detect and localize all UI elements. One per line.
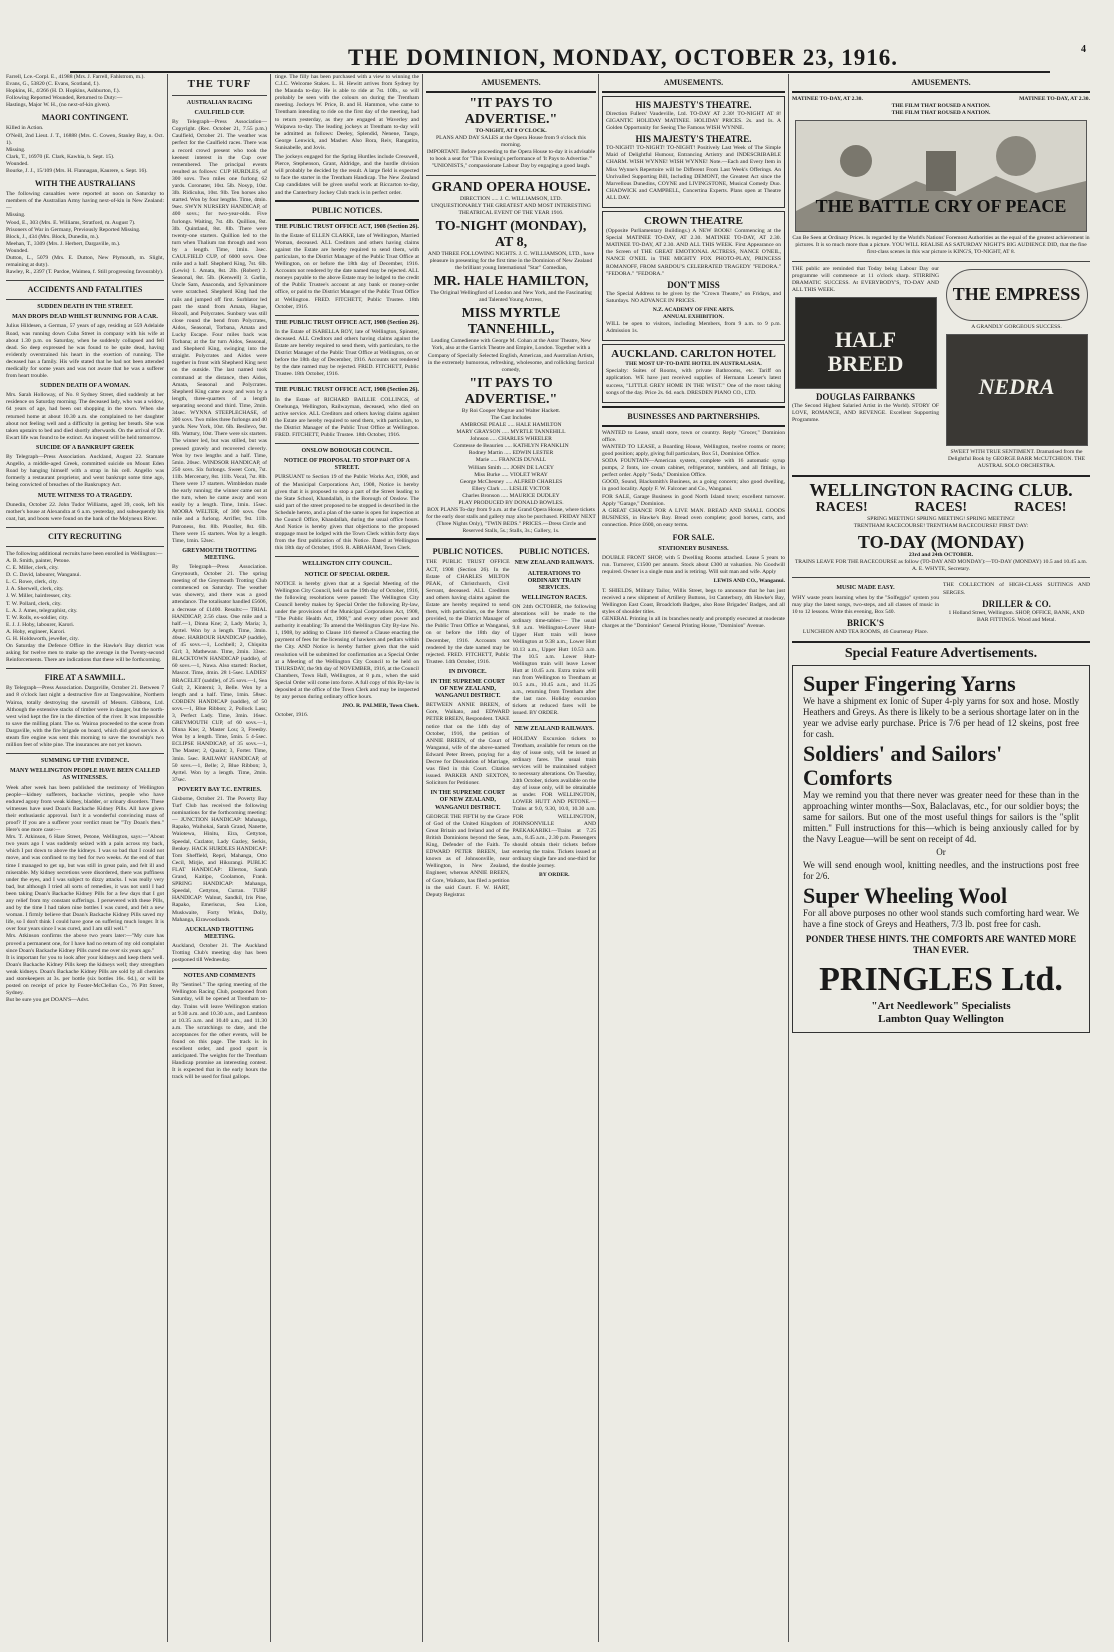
ad-text: (Opposite Parliamentary Buildings.) A NEW BOOK! Commencing at the Special MATINEE TO-DAY, AT 2.30. MATINEE TO-DAY, AT 2.30. MATINEE TO-DAY, AT 2.30. AND ALL THIS WEEK. First Appearance on the Screen of THE GREAT EMOTIONAL ACTRESS, NANCE O'NEIL, NANCE O'NEIL in THE MIGHTY FOX PHOTO-PLAY, PRINCESS ROMANOFF, FROM SARDOU'S CELEBRATED TRAGEDY "FEDORA." "FEDORA." "FEDORA." bbox=[606, 228, 781, 277]
article-text: By "Sentinel." The spring meeting of the Wellington Racing Club, postponed from Saturday, will be opened at Trentham to-day. Trains will leave Wellington station at 9.30 a.m. and 10.30 a.m., and Lambton at 10.35 a.m. and 10.40 a.m., and 11.30 a.m. The scratchings to date, and the acceptances for the other events, will be found on this page. The track is in excellent order, and good sport is anticipated. The weights for the Trentham Handicap promise an interesting contest. It is expected that in the early hours the track will be used for final gallops. bbox=[172, 982, 267, 1081]
races-2: RACES! bbox=[914, 499, 968, 515]
article-text: Mrs. Sarah Holloway, of No. 8 Sydney Street, died suddenly at her residence on Saturday morning. The deceased lady, who was a widow, 64 years of age, had been out shopping in the town. When she returned home at about 10.30 a.m. she complained to her daughter about not feeling well and a difficulty in getting her breath. She was taken upstairs to bed and died shortly afterwards. On the arrival of Dr. Ewart life was found to be extinct. An inquest will be held tomorrow. bbox=[6, 392, 164, 441]
races-1: RACES! bbox=[815, 499, 868, 515]
notice-text: HOLIDAY Excursion tickets to Trentham, available for return on the day of issue only, will be issued at ordinary fares. The usual train services will be maintained subject to necessary alterations. On Tuesday, 24th October, tickets available on the day of issue only, will be obtainable as under. FOR WELLINGTON, LOWER HUTT AND PETONE.—Trains at 9.0, 9.30, 10.0, 10.30 a.m. FOR WELLINGTON, JOHNSONVILLE AND PAEKAKARIKI.—Trains at 7.25 a.m., 8.45 a.m., 2.30 p.m. Passengers should obtain their tickets before entering the trains. Tickets issued at ordinary single fare and one-third for the double journey. bbox=[512, 735, 596, 870]
ad-text: Direction Fullers' Vaudeville, Ltd. TO-DAY AT 2.30! TO-NIGHT AT 8! GIGANTIC HOLIDAY MATINEE. HOLIDAY PRICES. 2s. and 1s. A Golden Opportunity for Seeing The Famous WISH WYNNE. bbox=[606, 111, 781, 132]
greymouth-heading: GREYMOUTH TROTTING MEETING. bbox=[182, 547, 257, 561]
page-number: 4 bbox=[1081, 44, 1086, 55]
half-breed-illustration bbox=[795, 297, 937, 389]
masthead-title: THE DOMINION, MONDAY, OCTOBER 23, 1916. bbox=[348, 45, 898, 70]
summing-up-heading: SUMMING UP THE EVIDENCE. bbox=[40, 758, 130, 765]
article-text: By Telegraph—Press Association. Dargaville, October 21. Between 7 and 8 o'clock last night a destructive fire at Tangowahine, Northern Wairoa, totally destroying the sawmill of Messrs. Gibbons, Ltd. Although the extensive stacks of timber were in danger, but the north-west wind kept the fire in the direction of the river. It was impossible to save the milling plant. The ss. Wairoa proceeded to the scene from Dargaville, with the fire brigade on board, which did good service. A steam fire engine was sent this morning to save the township's two million feet of white pine. The insurances are not yet known. bbox=[6, 685, 164, 749]
mute-witness-heading: MUTE WITNESS TO A TRAGEDY. bbox=[37, 492, 133, 499]
onslow-subheading: NOTICE OF PROPOSAL TO STOP PART OF A STREET. bbox=[284, 458, 410, 472]
ad-text: Can Be Seen at Ordinary Prices. Is regarded by the World's Nations' Foremost Authorities as the equal of the greatest achievement in pictures. It is so much more than a picture. YOU WILL REALISE AS SATURDAY NIGHT'S BIG AUDIENCE DID, that the fine first-class scenes in this war picture is KING'S, TO-NIGHT, AT 8. bbox=[792, 235, 1090, 256]
matinee-right: MATINEE TO-DAY, AT 2.30. bbox=[1019, 96, 1090, 102]
amusements-heading-2: AMUSEMENTS. bbox=[663, 78, 724, 87]
ponder-line: PONDER THESE HINTS. THE COMFORTS ARE WANTED MORE THAN EVER. bbox=[805, 933, 1077, 955]
article-text: By Telegraph—Press Association. Auckland, August 22. Stamate Angello, a middle-aged Greek, committed suicide on Mount Eden Road by hanging himself with a strap in his cell. Angello was formerly a restaurant proprietor, and went bankrupt some time ago, being convicted of breaches of the Bankruptcy Act. bbox=[6, 454, 164, 489]
article-text: By Telegraph—Press Association. Greymouth, October 21. The spring meeting of the Greymouth Trotting Club commenced on Saturday. The weather was showery, and there was a good attendance. The totalisator handled £5606, a decrease of £1400. Results:— TRIAL HANDICAP, 2.56 class. One mile and a half.—1, Dinna Kne; 2, Lady Maria; 3, Ayrtel. Won by a length. Time, 3min. 40sec. HARBOUR HANDICAP (saddle), of 45 sovs.—1, Lochbell; 2, Chiquita Girl; 3, Mathewan. Time, 2min. 33sec. BLACKTOWN HANDICAP (saddle), of 60 sovs.—1, Nawa. Also started: Rocket, Mascot. Time, 4min. 28 1-5sec. LADIES' BRACELET (saddle), of 25 sovs.—1, Sea Gull; 2, Kinterni; 3, Belle. Won by a length and a half. Time, 1min. 58sec. COBDEN HANDICAP (saddle), of 50 sovs.—1, Blue Ribbon; 2, Pollock Lass; 3, Perfect Lady. Time, 3min. 16sec. GREYMOUTH CUP, of 60 sovs.—1, Dinna Kne; 2, Master Lou; 3, Freesby. Won by a length. Time, 5min. 5 4-5sec. ECLIPSE HANDICAP, of 35 sovs.—1, The Master; 2, Quaint; 3, Forter. Time, 3min. 5sec. RAILWAY HANDICAP, of 50 sovs.—1, Belle; 2, Blue Ribbon; 3, Ayrtel. Won by a length. Time, 2min. 37sec. bbox=[172, 564, 267, 783]
australians-heading: WITH THE AUSTRALIANS bbox=[34, 179, 136, 189]
ad-text: DIRECTION ..... J. C. WILLIAMSON, LTD. UNQUESTIONABLY THE GREATEST AND MOST INTERESTING THEATRICAL EVENT OF THE YEAR 1916. bbox=[431, 195, 591, 216]
ad-text: A GRANDLY GORGEOUS SUCCESS. bbox=[971, 323, 1062, 330]
ad-text: TRAINS LEAVE FOR THE RACECOURSE as follow (TO-DAY AND MONDAY):—TO-DAY (MONDAY) 10.5 and 10.45 a.m. A. E. WHYTE, Secretary. bbox=[794, 559, 1088, 573]
notice-text: GEORGE THE FIFTH by the Grace of God of the United Kingdom of Great Britain and Ireland and of the British Dominions beyond the Seas, King, Defender of the Faith. To EDWARD PETER BREEN, last known as of Johnsonville, near Wellington, in New Zealand, Engineer, whereas ANNIE BREEN, of Gore, Waikato, has filed a petition in the said Court. F. W. HART, Deputy Registrar. bbox=[426, 813, 510, 898]
collection-text: THE COLLECTION of HIGH-CLASS SUITINGS AND SERGES. bbox=[943, 582, 1090, 596]
notice-text: ON 24th OCTOBER, the following alterations will be made to the ordinary time-tables:— The usual 9.8 a.m. Wellington-Lower Hutt-Upper Hutt train will leave Wellington at 9.38 a.m., Lower Hutt 10.13 a.m., Upper Hutt 10.53 a.m. The 10.5 a.m. Lower Hutt-Wellington train will leave Lower Hutt at 10.45 a.m. Extra trains will run from Wellington to Trentham at 10.5 a.m., 10.45 a.m., and 11.25 a.m., returning from Trentham after the last race. Holiday excursion tickets at reduced fares will be issued. BY ORDER. bbox=[512, 603, 596, 717]
ad-text: (The Second Highest Salaried Artist in the World). STORY OF LOVE, ROMANCE, AND REVENGE. Excellent Supporting Programme. bbox=[792, 402, 939, 424]
australian-racing-heading: AUSTRALIAN RACING bbox=[186, 100, 253, 106]
ad-text: Or bbox=[936, 846, 946, 857]
column-rule bbox=[270, 74, 271, 1642]
article-text: The following additional recruits have been enrolled in Wellington:— A. B. Smith, painter, Petone. C. E. Miller, clerk, city. D. C. David, labourer, Wanganui. L. C. Rowe, clerk, city. J. A. Sherwell, clerk, city. J. W. Miller, hairdresser, city. T. W. Pollard, clerk, city. L. A. J. Ames, telegraphist, city. T. W. Rolls, ex-soldier, city. E. J. J. Hoby, labourer, Karori. A. Hoby, engineer, Karori. G. H. Holdsworth, jeweller, city. On Saturday the Defence Office in the Hawke's Bay district was asking for twelve men to make up the average in the Twenty-second Reinforcements. There are indications that these will be forthcoming. bbox=[6, 550, 164, 664]
public-trust-heading: THE PUBLIC TRUST OFFICE ACT, 1908 (Section 26). bbox=[275, 387, 419, 394]
notice-text: In the Estate of ISABELLA ROY, late of Wellington, Spinster, deceased. ALL Creditors and others having claims against the Estate are hereby required to send them, with particulars, to the District Manager of the Public Trust Office at Wellington, on or before the 18th day of December, 1916. Accounts not rendered by the date named may be rejected. FRED. FITCHETT, Public Trustee. 18th October, 1916. bbox=[275, 328, 419, 378]
public-trust-heading: THE PUBLIC TRUST OFFICE ACT, 1908 (Section 26). bbox=[275, 223, 419, 230]
notice-text: In the Estate of ELLEN CLARKE, late of Wellington, Married Woman, deceased. ALL Creditors and others having claims against the Estate are hereby required to send them, with particulars, to the District Manager of the Public Trust Office at Wellington, on or before the 18th day of December, 1916. Accounts not rendered by the date named may be rejected. ALL moneys payable to the above Estate may be lodged to the credit of the Public Trustee's account at any bank or money-order office, or paid to the District Manager of the Public Trust Office at Wellington. FRED. FITCHETT, Public Trustee. 18th October, 1916. bbox=[275, 232, 419, 310]
wellington-racing-club: WELLINGTON RACING CLUB. bbox=[809, 479, 1073, 500]
maori-contingent-heading: MAORI CONTINGENT. bbox=[41, 113, 129, 123]
amusements-heading-3: AMUSEMENTS. bbox=[911, 78, 971, 87]
sudden-death-heading: SUDDEN DEATH IN THE STREET. bbox=[37, 304, 133, 311]
nedra-illustration bbox=[946, 334, 1088, 446]
column-amusements-3 bbox=[792, 74, 1090, 1642]
sudden-death-subheading: MAN DROPS DEAD WHILST RUNNING FOR A CAR. bbox=[12, 314, 158, 321]
article-text: Auckland, October 21. The Auckland Trotting Club's meeting day has been postponed till Wednesday. bbox=[172, 942, 267, 964]
article-text: Dunedin, October 22. John Tudor Williams, aged 39, cook, left his mother's house at Alexandra at 6 a.m. yesterday, and subsequently his coat, hat, and boots were found on the bank of the Molyneux River. bbox=[6, 501, 164, 522]
myrtle-tannehill: MISS MYRTLE TANNEHILL, bbox=[461, 306, 561, 338]
notice-text: PURSUANT to Section 19 of the Public Works Act, 1908, and of the Municipal Corporations Act, 1908, Notice is hereby given that it is proposed to stop a part of the Street leading to the State School, Khandallah, in the Borough of Onslow. The said part of the street proposed to be stopped is described in the Schedule hereto, and a plan of the same is open for inspection at the Council Office, Khandallah, during the usual office hours. And Notice is hereby given that objections to the proposed stoppage must be lodged with the Town Clerk within forty days from the first publication of this Notice. Dated at Wellington this 18th day of October, 1916. R. ABRAHAM, Town Clerk. bbox=[275, 474, 419, 552]
classified-text: T. SHIELDS, Military Tailor, Willis Street, begs to announce that he has just received a new shipment of Artillery Buttons, 1st Canterbury, 4th Hawke's Bay, Wellington East Coast, Broadcloth Badges, also Rose Brigades' Badges, and all styles of shoulder titles. GENERAL Printing in all its branches neatly and promptly executed at moderate charges at the "Dominion" General Printing House, "Dominion" Avenue. bbox=[602, 587, 785, 629]
column-amusements-1 bbox=[426, 74, 596, 1642]
tonight-big: TO-NIGHT (MONDAY), AT 8, bbox=[435, 218, 587, 250]
nz-railways-heading-2: NEW ZEALAND RAILWAYS. bbox=[514, 726, 594, 733]
his-majestys-heading-2: HIS MAJESTY'S THEATRE. bbox=[635, 134, 752, 145]
battle-cry-illustration bbox=[795, 120, 1087, 232]
driller-heading: DRILLER & CO. bbox=[982, 598, 1051, 609]
carlton-hotel-ad bbox=[602, 344, 785, 402]
train-alterations-heading: ALTERATIONS TO ORDINARY TRAIN SERVICES. bbox=[527, 570, 581, 591]
pringles-ad bbox=[792, 665, 1090, 1033]
battle-cry-title: THE BATTLE CRY OF PEACE bbox=[815, 196, 1067, 217]
crown-theatre-heading: CROWN THEATRE bbox=[644, 215, 743, 228]
ad-text: WHY waste years learning when by the "Solfeggio" system you may play the latest songs, two-steps, and all classes of music in 10 to 12 lessons. Write this evening, Box 540. bbox=[792, 594, 939, 615]
public-notices-heading-3: PUBLIC NOTICES. bbox=[519, 547, 590, 557]
article-text: The jockeys engaged for the Spring Hurdles include Cresswell, Pierce, Stephenson, Grant, Aldridge, and the hurdle division will probably be decided by the result. A large field is expected to face the starter in the Trentham Handicap. The New Zealand Cup candidates will be given useful work at Riccarton to-day, and the Canterbury Jockey Club track is in perfect order. bbox=[275, 154, 419, 196]
wcc-subheading: NOTICE OF SPECIAL ORDER. bbox=[304, 571, 390, 578]
his-majestys-ad bbox=[602, 96, 785, 208]
grand-opera-house: GRAND OPERA HOUSE. bbox=[431, 179, 591, 195]
super-fingering-heading: Super Fingering Yarns bbox=[803, 670, 1016, 696]
article-text: Week after week has been published the testimony of Wellington people—kidney sufferers, backache victims, people who have endured agony from weak kidney, bladder, or urinary disorders. These witnesses have used Doan's Backache Kidney Pills. All have given their enthusiastic approval. Isn't it a wonderful convincing mass of proof? If you are a sufferer your verdict must be "Try Doan's then." Here's one more case:— Mrs. T. Atkinson, 6 Hare Street, Petone, Wellington, says:—"About two years ago I was suddenly seized with a pain across my back, which I put down to above the kidneys. I was so bad that I could not move, and was confined to my bed for two weeks. At the end of that time I managed to get up, but was still in great pain, and felt ill and miserable. My kidney secretions were disordered, there was puffiness under the eyes, and I was subject to dizzy attacks. I was really very bad, but although I tried all sorts of remedies, it was not until I had been taking Doan's Backache Kidney Pills for a few days that I got any relief from my constant sufferings. I persevered with these Pills, and by the time I had taken nine bottles I was cured, and felt a new woman. I firmly believe that Doan's Backache Kidney Pills saved my life, so I don't think I could have gone on suffering much longer. It is over four years since I was cured, and I am still well." Mrs. Atkinson confirms the above two years later:—"My cure has proved a permanent one, for I have had no return of my old complaint since Doan's Backache Kidney Pills cured me over six years ago." It is important for you to look after your kidneys and keep them well. Doan's Backache Kidney Pills keep the kidneys well; they strengthen weak kidneys. Doan's Backache Kidney Pills are sold by all chemists and storekeepers at 3s. per bottle (six bottles 16s. 6d.), or will be posted on receipt of price by Foster-McClellan Co., 76 Pitt Street, Sydney. But be sure you get DOAN'S—Advt. bbox=[6, 784, 164, 1004]
article-text: The following casualties were reported at noon on Saturday to members of the Australian Army having next-of-kin in New Zealand:— Missing. Wood, E., 303 (Mrs. E. Williams, Stratford, m. August 7). Prisoners of War in Germany, Previously Reported Missing. Block, J., 434 (Mrs. Block, Dunedin, m.). Meehan, T., 3309 (Mrs. J. Herbert, Dargaville, m.). Wounded. Dutton, L., 5079 (Mrs. E. Dutton, New Plymouth, m. Slight, remaining at duty). Rawley, R., 2397 (T. Pardoe, Waimea, f. Still progressing favourably). bbox=[6, 191, 164, 276]
crown-theatre-ad bbox=[602, 211, 785, 341]
super-wheeling-heading: Super Wheeling Wool bbox=[803, 882, 1008, 908]
ad-text: SWEET WITH TRUE SENTIMENT. Dramatised from the Delightful Book by GEORGE BARR McCUTCHEON. THE AUSTRAL SOLO ORCHESTRA. bbox=[947, 448, 1086, 469]
notes-heading: NOTES AND COMMENTS bbox=[183, 973, 256, 980]
sawmill-heading: FIRE AT A SAWMILL. bbox=[44, 673, 126, 683]
supreme-court-heading: IN THE SUPREME COURT OF NEW ZEALAND, WANGANUI DISTRICT. bbox=[430, 678, 506, 700]
public-notices-heading-2: PUBLIC NOTICES. bbox=[432, 547, 503, 557]
for-sale-heading: FOR SALE. bbox=[672, 533, 715, 543]
article-text: Killed in Action. O'Neill, 2nd Lieut. J. T., 16888 (Mrs. C. Cowen, Stanley Bay, n. Oct. 1). Missing. Clark, T., 16970 (E. Clark, Kawhia, b. Sept. 15). Wounded. Bourke, J. J., 15/109 (Mrs. H. Flannagan, Kaurere, s. Sept. 16). bbox=[6, 125, 164, 175]
wcc-heading: WELLINGTON CITY COUNCIL. bbox=[302, 561, 392, 568]
amusements-heading: AMUSEMENTS. bbox=[481, 78, 541, 87]
column-amusements-2 bbox=[602, 74, 785, 1642]
ad-text: THE public are reminded that Today being Labour Day our programme will commence at 11 o'clock sharp. STIRRING DRAMATIC SUCCESS. At EVERYBODY'S, TO-DAY AND ALL THIS WEEK. bbox=[792, 265, 939, 293]
nedra-title: NEDRA bbox=[978, 373, 1055, 399]
notice-text: NOTICE is hereby given that at a Special Meeting of the Wellington City Council, held on the 19th day of October, 1916, the following resolutions were passed: The Wellington City Council hereby makes by Special Order the following By-law, under the provisions of the Municipal Corporations Act, 1908, "The Public Health Act, 1908," and every other power and authority it enabling: To amend the Wellington City By-law No. 1, 1908, by adding to Clause 116 thereof a Clause enacting the payment of fees for the licensing of hawkers and pedlars within the City. AND Notice is hereby further given that the said resolution will be submitted for confirmation as a Special Order at a Meeting of the Wellington City Council to be held on THURSDAY, the 9th day of NOVEMBER, 1916, at the Council Chambers, Town Hall, Wellington, at 8 p.m., when the said Special Order will come into force. A full copy of this By-law is deposited at the office of the Town Clerk and may be inspected by any person during ordinary office hours. bbox=[275, 580, 419, 701]
public-notices-heading: PUBLIC NOTICES. bbox=[311, 205, 383, 215]
tonight-small: TO-NIGHT, AT 8 O'CLOCK. bbox=[475, 128, 547, 134]
accidents-heading: ACCIDENTS AND FATALITIES bbox=[27, 285, 143, 295]
article-text: tinge. The filly has been purchased with a view to winning the C.J.C. Welcome Stakes. L. H. Hewitt arrives from Sydney by the Maunda to-day. He is able to ride at 7st. 10lb., so will probably be seen with the colours on during the Trentham meeting. Jockeys W. Price, B. and H. Hammon, who came to Trentham intending to ride on the first day of the meeting, had to return yesterday, as they are engaged at Waverley and Waipawa to-day. The leading jockeys at Trentham to-day will be admitted as follows: Deeley, Splendid, Nenene, Tango, George Lenwick, and Masher. Also Bora, Reiv, Rangatira, Sunisabelle, and Jovis. bbox=[275, 74, 419, 151]
lewis-signature: LEWIS AND CO., Wanganui. bbox=[713, 578, 785, 585]
ad-text: TO-NIGHT! TO-NIGHT! TO-NIGHT! Positively Last Week of The Simple Maid of Delightful Humour, Entrancing Artistry and INDESCRIBABLE CHARM. WISH WYNNE! WISH WYNNE! Note.—Each and Every Item in Miss Wynne's Repertoire will be Different From Last Week's Offerings. An Unrivalled Supporting Bill, Including DEMONT, the Greatest Act since the Marvellous Dunedins, COYNE and LIVINGSTONE, Musical Comedy Duo. CHADWICK and CAMPBELL, Concertina Experts. Plans open at Theatre ALL DAY. bbox=[606, 145, 781, 201]
hale-hamilton: MR. HALE HAMILTON, bbox=[433, 274, 589, 290]
his-majestys-heading: HIS MAJESTY'S THEATRE. bbox=[635, 100, 752, 110]
special-feature-heading: Special Feature Advertisements. bbox=[844, 645, 1038, 661]
ad-text: WILL be open to visitors, including Members, from 9 a.m. to 9 p.m. Admission 1s. bbox=[606, 321, 781, 335]
auckland-trotting-heading: AUCKLAND TROTTING MEETING. bbox=[185, 926, 254, 940]
film-line: THE FILM THAT ROUSED A NATION. bbox=[891, 103, 991, 110]
notice-text: BETWEEN ANNIE BREEN, of Gore, Waikato, and EDWARD PETER BREEN, Respondent. TAKE notice that on the 14th day of October, 1916, the petition of ANNIE BREEN, of the Court of Wanganui, wife of the above-named Edward Peter Breen, praying for a Decree for Dissolution of Marriage, was filed in this Court. Citation issued. PARKER AND SEXTON, Solicitors for Petitioner. bbox=[426, 702, 510, 787]
supreme-court-heading-2: IN THE SUPREME COURT OF NEW ZEALAND, WANGANUI DISTRICT. bbox=[430, 790, 506, 811]
notice-text: THE PUBLIC TRUST OFFICE ACT, 1908 (Section 26). In the Estate of CHARLES MILTON PEAK, of Christchurch, Civil Servant, deceased. ALL Creditors and others having claims against the Estate are hereby required to send them, with particulars, on the forms provided, to the District Manager of the Public Trust Office at Wanganui, on or before the 18th day of December, 1916. Accounts not rendered by the date named may be rejected. FRED. FITCHETT, Public Trustee. 14th October, 1916. bbox=[426, 559, 510, 665]
classified-text: DOUBLE FRONT SHOP, with 5 Dwelling Rooms attached. Lease 5 years to run. Turnover, £1500 per annum. Stock about £300 at valuation. No Goodwill required. Owner is a single man and is retiring. Will suit man and wife. Apply bbox=[602, 555, 785, 576]
fairbanks-name: DOUGLAS FAIRBANKS bbox=[815, 391, 916, 402]
soldiers-comforts-heading: Soldiers' and Sailors' Comforts bbox=[803, 740, 1003, 790]
film-line-2: THE FILM THAT ROUSED A NATION. bbox=[891, 110, 991, 117]
town-clerk-signature: JNO. R. PALMER, Town Clerk. bbox=[342, 703, 419, 710]
stationery-heading: STATIONERY BUSINESS. bbox=[658, 546, 729, 553]
ad-text: Leading Comedienne with George M. Cohan at the Astor Theatre, New York, also at the Garrick Theatre and Empire, London. Together with a Company of Specially Selected English, American, and Australian Artists, in the extremely humorous, refreshing, wholesome, and rollicking farcical comedy, bbox=[427, 338, 595, 373]
business-heading: BUSINESSES AND PARTNERSHIPS. bbox=[627, 411, 760, 421]
half-breed-title: HALF BREED bbox=[827, 326, 904, 376]
masthead bbox=[70, 43, 1050, 73]
ad-text: By Roi Cooper Megrue and Walter Hackett. The Cast Includes AMBROSE PEALE ..... HALE HAMILTON MARY GRAYSON ..... MYRTLE TANNEHILL Johnson ..... CHARLES WHEELER Comtesse de Beaurien ..... KATHLYN FRANKLIN Rodney Martin ..... EDWIN LESTER Marie ..... FRANCIS DUVALL William Smith ..... JOHN DE LACEY Miss Burke ..... VIOLET WRAY George McChesney ..... ALFRED CHARLES Ellery Clark ..... LESLIE VICTOR Charles Bronson ..... MAURICE DUDLEY PLAY PRODUCED BY DONALD BOWLES. BOX PLANS To-day from 9 a.m. at the Grand Opera House, where tickets for the early door stalls and gallery may also be purchased. FRIDAY NEXT (Three Nights Only), "TWIN BEDS." PRICES.—Dress Circle and Reserved Stalls, 5s.; Stalls, 3s.; Gallery, 1s. bbox=[426, 407, 596, 535]
ad-text: 1 Holland Street, Wellington. SHOP, OFFICE, BANK, AND BAR FITTINGS. Wood and Metal. bbox=[948, 609, 1085, 623]
dont-miss: DON'T MISS bbox=[667, 279, 720, 290]
poverty-bay-heading: POVERTY BAY T.C. ENTRIES. bbox=[177, 786, 262, 793]
ad-text: The Original Wellingford of London and New York, and the Fascinating and Talented Young Actress, bbox=[430, 290, 592, 304]
bricks-heading: BRICK'S bbox=[846, 617, 884, 628]
pringles-subtitle: "Art Needlework" Specialists bbox=[871, 999, 1011, 1012]
nz-academy: N.Z. ACADEMY OF FINE ARTS. bbox=[652, 306, 735, 313]
ad-text: The Special Address to be given by the "Crown Theatre," on Fridays, and Saturdays. NO ADVANCE IN PRICES. bbox=[606, 290, 781, 304]
pringles-address: Lambton Quay Wellington bbox=[878, 1012, 1004, 1025]
ad-text: SPRING MEETING! SPRING MEETING! SPRING MEETING! TRENTHAM RACECOURSE! TRENTHAM RACECOURSE! FIRST DAY: bbox=[853, 515, 1029, 530]
article-text: Gisborne, October 21. The Poverty Bay Turf Club has received the following nominations for the forthcoming meeting:— JUNCTION HANDICAP: Mahanga, Rapako, Waihokai, Sarah Grand, Nanette, Waiotewa, Hinitu, Eira, Cettyton, Speedal, Cazlator, Lady Gazley, Serkis, Benkey. HACK HURDLES HANDICAP: Tom Sheffield, Repri, Mahanga, Otto Cecil, Mirjie, and Hikurangi. PUBLIC FLAT HANDICAP: Ellerton, Sarah Grand, Kaitipo, Coolamon, Frank. SPRING HANDICAP: Mahanga, Speedal, Cettyton, Curran. TURF HANDICAP: Walnut, Sandkil, Iris Pine, Rapako, Emeriscus, Sea Lion, Muskwaite, Forty Winks, Dolly, Mahanga, Eirawoodlands. bbox=[172, 796, 267, 923]
turf-heading: THE TURF bbox=[187, 78, 252, 90]
notice-date: October, 1916. bbox=[275, 712, 309, 719]
today-monday: TO-DAY (MONDAY) bbox=[857, 532, 1025, 553]
caulfield-cup-heading: CAULFIELD CUP. bbox=[194, 110, 245, 117]
empress-title: THE EMPRESS bbox=[952, 283, 1081, 304]
carlton-subheading: THE MOST UP-TO-DATE HOTEL IN AUSTRALASIA. bbox=[625, 361, 762, 368]
pringles-logo: PRINGLES Ltd. bbox=[819, 960, 1063, 998]
pays-to-advertise-title: "IT PAYS TO ADVERTISE." bbox=[464, 96, 558, 127]
ad-text: We have a shipment ex Ionic of Super 4-ply yarns for sox and hose. Mostly Heathers and Greys. As there is likely to be a serious shortage later on in the year we advise early purchase. Price is 7/6 per head of 12 skeins, post free for cash. bbox=[803, 695, 1079, 739]
wellington-races-heading: WELLINGTON RACES. bbox=[521, 594, 588, 601]
ad-text: We will send enough wool, knitting needles, and the instructions post free for 2/6. bbox=[803, 859, 1079, 881]
empress-logo bbox=[946, 269, 1088, 321]
column-rule bbox=[422, 74, 423, 1642]
casualty-list: Farrell, Lce.-Corpl. E., 41988 (Mrs. J. Farrell, Fahlstrom, m.). Evans, G., 53820 (C. Evans, Scotland, f.). Hopkins, H., 4/266 (H. D. Hopkins, Ashburton, f.). Following Reported Wounded, Returned to Duty:— Hastings, Major W. H., (no next-of-kin given). bbox=[6, 74, 145, 109]
race-dates: 23rd and 24th OCTOBER. bbox=[908, 552, 974, 559]
in-divorce-heading: IN DIVORCE. bbox=[448, 668, 487, 675]
ad-text: LUNCHEON AND TEA ROOMS, 46 Courtenay Place. bbox=[802, 628, 929, 635]
article-text: Julius Hildesen, a German, 57 years of age, residing at 559 Adelaide Road, was running down Cuba Street in company with his wife at about 1.30 p.m. on Saturday, when he suddenly collapsed and fell dead. So deep expressed he was found to be quite dead, having evidently overstrained his heart in the exertion of running. The deceased has a family. His wife stated that he had not been attended medically for some years and was not aware that he was a sufferer from heart trouble. bbox=[6, 323, 164, 380]
column-rule bbox=[788, 74, 789, 1642]
onslow-heading: ONSLOW BOROUGH COUNCIL. bbox=[301, 448, 393, 455]
ad-text: AND THREE FOLLOWING NIGHTS. J. C. WILLIAMSON, LTD., have pleasure in presenting for the first time in the Dominion of New Zealand the brilliant young International "Star" Comedian, bbox=[427, 250, 595, 272]
city-recruiting-heading: CITY RECRUITING bbox=[48, 531, 122, 541]
pays-to-advertise-title-2: "IT PAYS TO ADVERTISE." bbox=[464, 375, 558, 407]
classified-text: WANTED to Lease, small store, town or country. Reply "Grocer," Dominion office. WANTED TO LEASE, a Boarding House, Wellington, twelve rooms or more; good position; apply, giving full particulars, Box 51, Dominion Office. SODA FOUNTAIN—American system, complete with 16 automatic syrup pumps, 2 fonts, ice cream cabinet, refrigerator, tumblers, and all fittings, in perfect order. Apply "Soda," Dominion Office. GOOD, Sound, Blacksmith's Business, as a going concern; also good dwelling, in good locality. Apply F. W. Falconer and Co., Wanganui. FOR SALE, Garage Business in good North Island town; excellent turnover. Apply "Garage," Dominion. A GREAT CHANCE FOR A LIVE MAN. BREAD AND SMALL GOODS BUSINESS, in Hawke's Bay. Bread oven complete; good horses, carts, and connection. Price £600, on easy terms. bbox=[602, 429, 785, 528]
carlton-hotel-heading: AUCKLAND. CARLTON HOTEL bbox=[611, 348, 776, 361]
suicide-heading: SUICIDE OF A BANKRUPT GREEK bbox=[35, 444, 135, 451]
column-public-notices bbox=[275, 74, 419, 1642]
column-rule bbox=[598, 74, 599, 1642]
matinee-left: MATINEE TO-DAY, AT 2.30. bbox=[792, 96, 863, 102]
by-order: BY ORDER. bbox=[538, 872, 570, 879]
article-text: By Telegraph—Press Association—Copyright. (Rec. October 21, 7.55 p.m.) Caulfield, October 21. The weather was perfect for the Caulfield races. There was a record crowd present who took the keenest interest in the Cup over remembered. The principal events resulted as follows: CUP HURDLES, of 300 sovs. Two miles one furlong 62 yards. Coronater, 10st. 5lb. Nosyp, 10st. 3lb. Ridiculus, 10st. 9lb. Ten horses also started. Won by four lengths. Time, 4min. 9sec. SWYN NURSERY HANDICAP, of 400 sovs.; for two-year-olds. Five furlongs. Waiting, 7st. 4lb. Quillion, 8st. 3lb. Quintland, 8st. 8lb. There were twenty-one starters. Quillion led to the turn when Thalium ran through and won by a length. Time, 1min. 3sec. CAULFIELD CUP, of 6000 sovs. One mile and a half. Shepherd King, 7st. 6lb. (Lewis) 1. Amata, 8st. 2lb. (Robert) 2. Seasonal, 8st. 5lb. (Kenwell) 3. Garlin, Uncle Sam, Anaconda, and Sylvanimore were scratched. Shepherd King had the rails and jumped off first. Surblator led past the stand from Amata, Hague, Hozoll, and Polycrates. Sunbury was still close round the bend from Polycrates, Aidos, Seasonal, Torbana, Amata and Lucky Escape. Four miles back was Torbana; at the far turn Aidos, Seasonal, and Shepherd King, swinging into the straight. Polycrates and Aidos were together in front with Shepherd King next on the outside. The last named took command at the distance, then Aidos, Amata, Seasonal and Polycrates. Shepherd King came away and won by a length, three-quarters of a length separating second and third. Time, 2min. 34sec. WYNNA STEEPLECHASE, of 300 sovs. Two miles three furlongs and 40 yards. New York, 10st. 6lb. Besilevo, 9st. 8lb. Wattury, 10st. There were six starters. The winner led, but was stilled, but was pressed gravely and recovered cleverly. Won by two lengths and a half. Time, 5min. 20sec. WINDSOR HANDICAP, of 250 sovs. Six furlongs. Sweet Corn, 7st. 11lb. Mercenary, 8st. 11lb. Vocal, 7st. 8lb. There were 17 starters. Wimbledon made the early running; the winner came out at the turn, when he came away and won easily by a length. Time, 1min. 15sec. MOORA WELTER, of 300 sovs. One mile and a furlong. Arrifler, 9st. 11lb. Patroness, 8st. 8lb. Pistoller, 8st. 6lb. There were 15 starters. Won by a length. Time, 1min. 52sec. bbox=[172, 119, 267, 544]
notice-text: In the Estate of RICHARD BAILLIE COLLINGS, of Onehunga, Wellington, Railwayman, deceased, who died on active service. ALL Creditors and others having claims against the Estate are hereby required to send them, with particulars, to the District Manager of the Public Trust Office at Wellington. FRED. FITCHETT, Public Trustee. 18th October, 1916. bbox=[275, 396, 419, 439]
ad-text: May we remind you that there never was greater need for these than in the approaching winter months—Sox, Balaclavas, etc., for our soldier boys; the same for sailors. But one of the most useful things for sailors is the "split mitten." Full instructions for this—which is being anxiously called for by the Navy League—will be sent on receipt of 4d. bbox=[803, 789, 1079, 844]
ad-text: For all above purposes no other wool stands such comforting hard wear. We have a fine stock of Greys and Heathers, 7/3 lb. post free for cash. bbox=[803, 907, 1079, 929]
annual-exhibition: ANNUAL EXHIBITION. bbox=[663, 313, 724, 320]
music-made-easy: MUSIC MADE EASY. bbox=[836, 585, 895, 592]
public-trust-heading: THE PUBLIC TRUST OFFICE ACT, 1908 (Section 26). bbox=[275, 319, 419, 326]
column-turf bbox=[172, 74, 267, 1642]
ad-text: PLANS AND DAY SALES at the Opera House from 9 o'clock this morning. IMPORTANT. Before proceeding to the Opera House to-day it is advisable to book a seat for "This Evening's performance of 'It Pays to Advertise.'" "UNIONISTS," compassionate Labour Day by engaging a good laugh. bbox=[426, 135, 596, 170]
ad-text: Specialty: Suites of Rooms, with private Bathrooms, etc. Tariff on application. WE have just received supplies of Hermann Loeser's latest success, "LITTLE GREY HOME IN THE WEST." One of the most taking songs of the day. Price 2s. 6d. each. DRESDEN PIANO CO., LTD. bbox=[606, 368, 781, 396]
nz-railways-heading: NEW ZEALAND RAILWAYS. bbox=[514, 560, 594, 567]
column-news bbox=[6, 74, 164, 1642]
races-3: RACES! bbox=[1014, 499, 1067, 515]
summing-up-subheading: MANY WELLINGTON PEOPLE HAVE BEEN CALLED AS WITNESSES. bbox=[10, 768, 160, 782]
column-rule bbox=[167, 74, 168, 1642]
sudden-death-woman-heading: SUDDEN DEATH OF A WOMAN. bbox=[40, 383, 130, 390]
